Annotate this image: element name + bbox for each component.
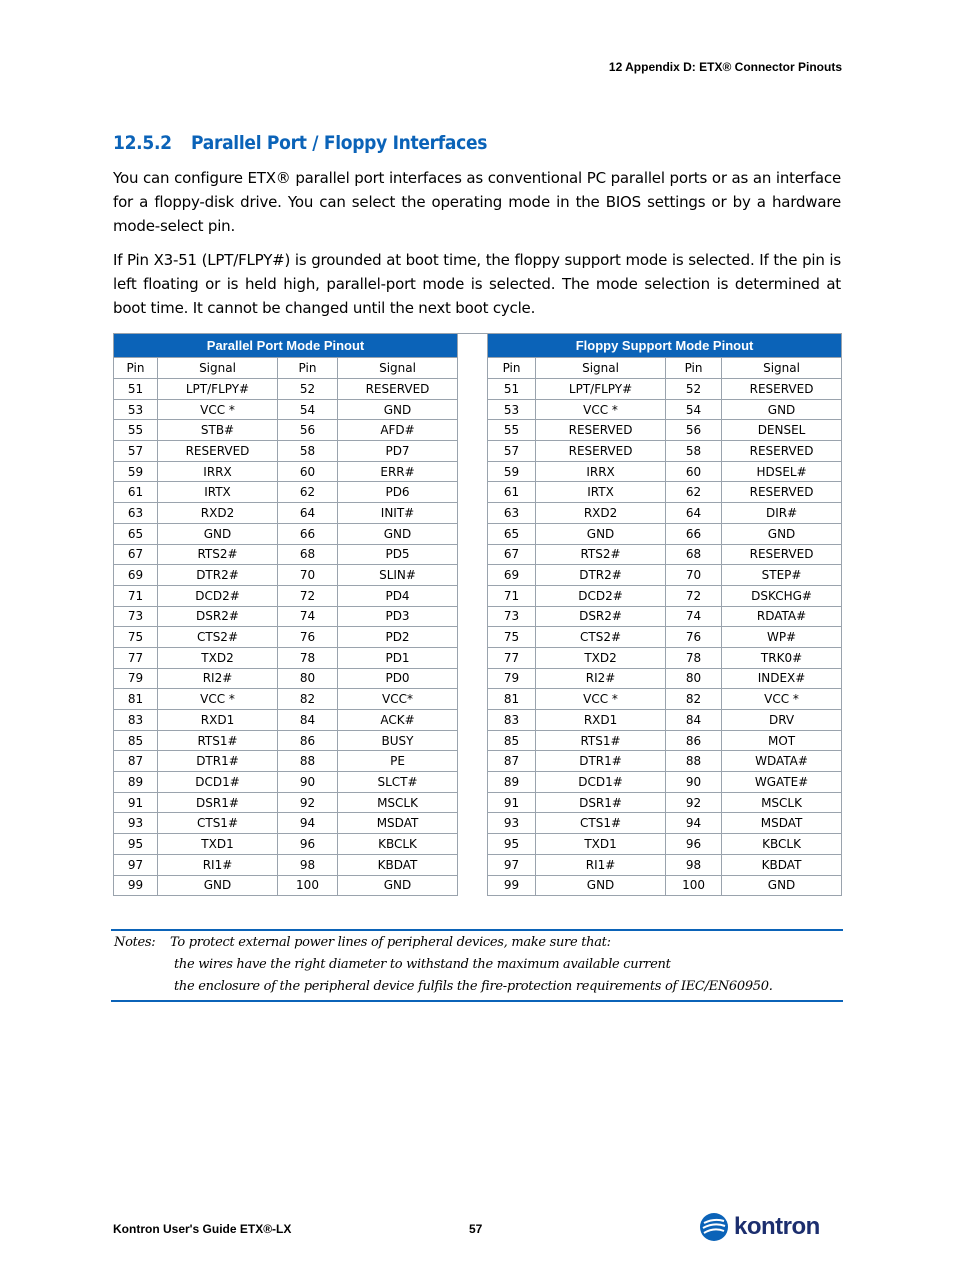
signal-cell: VCC * [722, 689, 842, 710]
pin-cell: 76 [278, 627, 338, 648]
table-row [114, 585, 842, 606]
table-gap [458, 420, 488, 441]
notes-line: the enclosure of the peripheral device fulfils the fire-protection requirements of IEC/EN60950. [174, 979, 773, 994]
pin-cell: 72 [278, 585, 338, 606]
signal-cell: RESERVED [722, 441, 842, 462]
signal-cell: IRRX [536, 461, 666, 482]
pin-cell: 69 [114, 565, 158, 586]
table-gap [458, 358, 488, 379]
table-row [114, 420, 842, 441]
signal-cell: GND [158, 523, 278, 544]
signal-cell: GND [536, 875, 666, 896]
pin-cell: 78 [278, 647, 338, 668]
pin-cell: 65 [114, 523, 158, 544]
pin-cell: 59 [114, 461, 158, 482]
pin-cell: 89 [488, 772, 536, 793]
pin-cell: 91 [114, 792, 158, 813]
notes-line: the wires have the right diameter to withstand the maximum available current [174, 957, 671, 972]
table-gap [458, 399, 488, 420]
signal-cell: GND [338, 523, 458, 544]
signal-cell: DCD1# [536, 772, 666, 793]
pin-cell: 98 [666, 854, 722, 875]
pin-cell: 90 [666, 772, 722, 793]
table-gap [458, 441, 488, 462]
table-gap [458, 813, 488, 834]
pin-cell: 99 [114, 875, 158, 896]
pin-cell: 76 [666, 627, 722, 648]
pin-cell: 60 [278, 461, 338, 482]
pin-cell: 57 [488, 441, 536, 462]
table-gap [458, 503, 488, 524]
signal-cell: MSDAT [338, 813, 458, 834]
signal-cell: RTS1# [536, 730, 666, 751]
signal-cell: MSCLK [722, 792, 842, 813]
pin-cell: 65 [488, 523, 536, 544]
table-gap [458, 523, 488, 544]
signal-cell: CTS2# [536, 627, 666, 648]
signal-cell: WP# [722, 627, 842, 648]
signal-cell: PD7 [338, 441, 458, 462]
signal-cell: PD2 [338, 627, 458, 648]
pin-cell: 93 [114, 813, 158, 834]
column-header-row [114, 358, 842, 379]
signal-cell: IRTX [536, 482, 666, 503]
pin-cell: 75 [488, 627, 536, 648]
table-gap [458, 751, 488, 772]
pin-cell: 54 [278, 399, 338, 420]
kontron-logo [699, 1212, 820, 1242]
pin-cell: 99 [488, 875, 536, 896]
signal-cell: KBCLK [338, 834, 458, 855]
signal-cell: DCD2# [536, 585, 666, 606]
floppy-mode-title: Floppy Support Mode Pinout [488, 334, 842, 358]
pinout-table [113, 333, 842, 896]
signal-cell: DTR2# [536, 565, 666, 586]
pin-cell: 61 [114, 482, 158, 503]
pin-cell: 95 [488, 834, 536, 855]
table-gap [458, 689, 488, 710]
pin-cell: 96 [278, 834, 338, 855]
signal-cell: RESERVED [536, 441, 666, 462]
pin-cell: 71 [114, 585, 158, 606]
pin-cell: 93 [488, 813, 536, 834]
pin-cell: 67 [488, 544, 536, 565]
signal-cell: KBDAT [722, 854, 842, 875]
signal-cell: GND [338, 875, 458, 896]
signal-cell: GND [158, 875, 278, 896]
pin-cell: 83 [488, 710, 536, 731]
signal-cell: CTS2# [158, 627, 278, 648]
signal-cell: GND [722, 875, 842, 896]
pin-cell: 81 [488, 689, 536, 710]
table-row [114, 627, 842, 648]
pin-cell: 64 [666, 503, 722, 524]
pin-cell: 91 [488, 792, 536, 813]
pin-cell: 100 [666, 875, 722, 896]
kontron-logo-icon [699, 1212, 729, 1242]
signal-cell: VCC * [536, 399, 666, 420]
signal-cell: DTR1# [158, 751, 278, 772]
signal-cell: DCD1# [158, 772, 278, 793]
mode-paragraph: If Pin X3-51 (LPT/FLPY#) is grounded at boot time, the floppy support mode is selected. If the pin is left floating or is held high, parallel-port mode is selected. The mode selection is determined at boot time. It cannot be changed until the next boot cycle. [113, 251, 841, 317]
signal-cell: GND [536, 523, 666, 544]
signal-cell: KBDAT [338, 854, 458, 875]
signal-cell: PD5 [338, 544, 458, 565]
pin-cell: 58 [666, 441, 722, 462]
table-row [114, 751, 842, 772]
pin-cell: 100 [278, 875, 338, 896]
signal-cell: AFD# [338, 420, 458, 441]
signal-cell: RI2# [536, 668, 666, 689]
pin-cell: 71 [488, 585, 536, 606]
table-row [114, 854, 842, 875]
signal-cell: HDSEL# [722, 461, 842, 482]
pin-cell: 66 [666, 523, 722, 544]
signal-cell: LPT/FLPY# [158, 379, 278, 400]
signal-cell: VCC * [536, 689, 666, 710]
section-number: 12.5.2 [113, 132, 172, 154]
table-row [114, 834, 842, 855]
notes-line: To protect external power lines of peripheral devices, make sure that: [170, 935, 611, 950]
pin-cell: 96 [666, 834, 722, 855]
pin-cell: 69 [488, 565, 536, 586]
pin-cell: 94 [278, 813, 338, 834]
signal-cell: TXD1 [158, 834, 278, 855]
column-header: Signal [158, 358, 278, 379]
pin-cell: 62 [666, 482, 722, 503]
signal-cell: SLIN# [338, 565, 458, 586]
notes-label: Notes: [114, 935, 156, 950]
table-gap [458, 334, 488, 358]
pin-cell: 80 [278, 668, 338, 689]
pin-cell: 82 [278, 689, 338, 710]
column-header: Signal [722, 358, 842, 379]
signal-cell: CTS1# [536, 813, 666, 834]
pin-cell: 97 [488, 854, 536, 875]
pin-cell: 61 [488, 482, 536, 503]
pin-cell: 85 [114, 730, 158, 751]
pin-cell: 82 [666, 689, 722, 710]
pin-cell: 77 [488, 647, 536, 668]
table-gap [458, 647, 488, 668]
pin-cell: 79 [114, 668, 158, 689]
pin-cell: 72 [666, 585, 722, 606]
signal-cell: RESERVED [158, 441, 278, 462]
pin-cell: 53 [114, 399, 158, 420]
pin-cell: 54 [666, 399, 722, 420]
table-gap [458, 792, 488, 813]
signal-cell: GND [722, 399, 842, 420]
pin-cell: 85 [488, 730, 536, 751]
table-row [114, 606, 842, 627]
table-row [114, 813, 842, 834]
table-gap [458, 565, 488, 586]
signal-cell: WGATE# [722, 772, 842, 793]
signal-cell: MOT [722, 730, 842, 751]
pin-cell: 74 [666, 606, 722, 627]
signal-cell: DIR# [722, 503, 842, 524]
intro-paragraph: You can configure ETX® parallel port interfaces as conventional PC parallel ports or as an interface for a floppy-disk drive. You can select the operating mode in the BIOS settings or by a hardware mode-select pin. [113, 169, 841, 235]
signal-cell: DSR2# [536, 606, 666, 627]
pin-cell: 62 [278, 482, 338, 503]
section-title [113, 132, 487, 154]
pin-cell: 58 [278, 441, 338, 462]
pin-cell: 88 [666, 751, 722, 772]
pin-cell: 84 [278, 710, 338, 731]
kontron-logo-text: kontron [734, 1213, 820, 1240]
signal-cell: DENSEL [722, 420, 842, 441]
signal-cell: DSR1# [536, 792, 666, 813]
signal-cell: DRV [722, 710, 842, 731]
table-row [114, 647, 842, 668]
table-gap [458, 834, 488, 855]
signal-cell: TXD2 [158, 647, 278, 668]
column-header: Signal [536, 358, 666, 379]
signal-cell: MSDAT [722, 813, 842, 834]
signal-cell: ACK# [338, 710, 458, 731]
pin-cell: 53 [488, 399, 536, 420]
pin-cell: 74 [278, 606, 338, 627]
pin-cell: 86 [666, 730, 722, 751]
signal-cell: WDATA# [722, 751, 842, 772]
pin-cell: 55 [114, 420, 158, 441]
pin-cell: 70 [666, 565, 722, 586]
signal-cell: PD6 [338, 482, 458, 503]
table-gap [458, 482, 488, 503]
column-header: Pin [278, 358, 338, 379]
signal-cell: RXD1 [158, 710, 278, 731]
signal-cell: ERR# [338, 461, 458, 482]
pin-cell: 92 [666, 792, 722, 813]
table-gap [458, 875, 488, 896]
signal-cell: STB# [158, 420, 278, 441]
signal-cell: MSCLK [338, 792, 458, 813]
table-gap [458, 379, 488, 400]
page-number: 57 [469, 1222, 483, 1236]
signal-cell: IRTX [158, 482, 278, 503]
pin-cell: 83 [114, 710, 158, 731]
pin-cell: 56 [278, 420, 338, 441]
pin-cell: 64 [278, 503, 338, 524]
pin-cell: 94 [666, 813, 722, 834]
pin-cell: 80 [666, 668, 722, 689]
signal-cell: LPT/FLPY# [536, 379, 666, 400]
signal-cell: RDATA# [722, 606, 842, 627]
table-row [114, 523, 842, 544]
pin-cell: 87 [114, 751, 158, 772]
signal-cell: DSR2# [158, 606, 278, 627]
pin-cell: 52 [666, 379, 722, 400]
signal-cell: RESERVED [722, 544, 842, 565]
table-gap [458, 710, 488, 731]
parallel-port-title: Parallel Port Mode Pinout [114, 334, 458, 358]
signal-cell: INIT# [338, 503, 458, 524]
table-gap [458, 668, 488, 689]
pin-cell: 84 [666, 710, 722, 731]
signal-cell: BUSY [338, 730, 458, 751]
signal-cell: KBCLK [722, 834, 842, 855]
pin-cell: 89 [114, 772, 158, 793]
pin-cell: 60 [666, 461, 722, 482]
signal-cell: GND [722, 523, 842, 544]
pin-cell: 78 [666, 647, 722, 668]
pinout-rows [114, 379, 842, 896]
signal-cell: CTS1# [158, 813, 278, 834]
column-header: Pin [114, 358, 158, 379]
signal-cell: RESERVED [338, 379, 458, 400]
signal-cell: IRRX [158, 461, 278, 482]
signal-cell: PD1 [338, 647, 458, 668]
pin-cell: 77 [114, 647, 158, 668]
pin-cell: 70 [278, 565, 338, 586]
signal-cell: STEP# [722, 565, 842, 586]
pin-cell: 75 [114, 627, 158, 648]
pin-cell: 56 [666, 420, 722, 441]
notes-box [111, 929, 843, 1002]
pin-cell: 92 [278, 792, 338, 813]
column-header: Signal [338, 358, 458, 379]
pin-cell: 73 [114, 606, 158, 627]
signal-cell: RI1# [536, 854, 666, 875]
pin-cell: 95 [114, 834, 158, 855]
column-header: Pin [488, 358, 536, 379]
signal-cell: RESERVED [536, 420, 666, 441]
pin-cell: 87 [488, 751, 536, 772]
signal-cell: RXD2 [536, 503, 666, 524]
signal-cell: PD3 [338, 606, 458, 627]
signal-cell: RTS2# [158, 544, 278, 565]
table-row [114, 482, 842, 503]
column-header: Pin [666, 358, 722, 379]
signal-cell: PD4 [338, 585, 458, 606]
signal-cell: SLCT# [338, 772, 458, 793]
pin-cell: 51 [114, 379, 158, 400]
pin-cell: 98 [278, 854, 338, 875]
pin-cell: 67 [114, 544, 158, 565]
table-row [114, 503, 842, 524]
pin-cell: 59 [488, 461, 536, 482]
signal-cell: RESERVED [722, 379, 842, 400]
table-row [114, 792, 842, 813]
table-row [114, 461, 842, 482]
signal-cell: RXD2 [158, 503, 278, 524]
pin-cell: 97 [114, 854, 158, 875]
table-row [114, 565, 842, 586]
pin-cell: 57 [114, 441, 158, 462]
pin-cell: 68 [278, 544, 338, 565]
pin-cell: 81 [114, 689, 158, 710]
section-title-text: Parallel Port / Floppy Interfaces [191, 132, 488, 154]
table-row [114, 379, 842, 400]
table-row [114, 441, 842, 462]
table-row [114, 730, 842, 751]
signal-cell: RTS2# [536, 544, 666, 565]
signal-cell: VCC * [158, 399, 278, 420]
table-gap [458, 544, 488, 565]
table-gap [458, 461, 488, 482]
pin-cell: 79 [488, 668, 536, 689]
signal-cell: DTR2# [158, 565, 278, 586]
table-row [114, 710, 842, 731]
pin-cell: 51 [488, 379, 536, 400]
table-gap [458, 854, 488, 875]
signal-cell: GND [338, 399, 458, 420]
signal-cell: TXD1 [536, 834, 666, 855]
pin-cell: 73 [488, 606, 536, 627]
table-gap [458, 585, 488, 606]
pin-cell: 90 [278, 772, 338, 793]
signal-cell: DSKCHG# [722, 585, 842, 606]
table-gap [458, 606, 488, 627]
signal-cell: VCC* [338, 689, 458, 710]
table-row [114, 399, 842, 420]
signal-cell: PD0 [338, 668, 458, 689]
pin-cell: 63 [488, 503, 536, 524]
signal-cell: DSR1# [158, 792, 278, 813]
pin-cell: 88 [278, 751, 338, 772]
pin-cell: 86 [278, 730, 338, 751]
chapter-header: 12 Appendix D: ETX® Connector Pinouts [608, 60, 842, 74]
signal-cell: DCD2# [158, 585, 278, 606]
footer-guide-title: Kontron User's Guide ETX®-LX [113, 1222, 292, 1236]
signal-cell: TXD2 [536, 647, 666, 668]
table-row [114, 689, 842, 710]
signal-cell: INDEX# [722, 668, 842, 689]
pin-cell: 55 [488, 420, 536, 441]
signal-cell: RI2# [158, 668, 278, 689]
signal-cell: RI1# [158, 854, 278, 875]
signal-cell: RXD1 [536, 710, 666, 731]
signal-cell: VCC * [158, 689, 278, 710]
pin-cell: 52 [278, 379, 338, 400]
pin-cell: 63 [114, 503, 158, 524]
table-gap [458, 627, 488, 648]
table-row [114, 772, 842, 793]
signal-cell: RESERVED [722, 482, 842, 503]
signal-cell: PE [338, 751, 458, 772]
table-row [114, 544, 842, 565]
pin-cell: 66 [278, 523, 338, 544]
signal-cell: RTS1# [158, 730, 278, 751]
table-gap [458, 772, 488, 793]
table-gap [458, 730, 488, 751]
pin-cell: 68 [666, 544, 722, 565]
signal-cell: DTR1# [536, 751, 666, 772]
table-row [114, 875, 842, 896]
table-row [114, 668, 842, 689]
signal-cell: TRK0# [722, 647, 842, 668]
